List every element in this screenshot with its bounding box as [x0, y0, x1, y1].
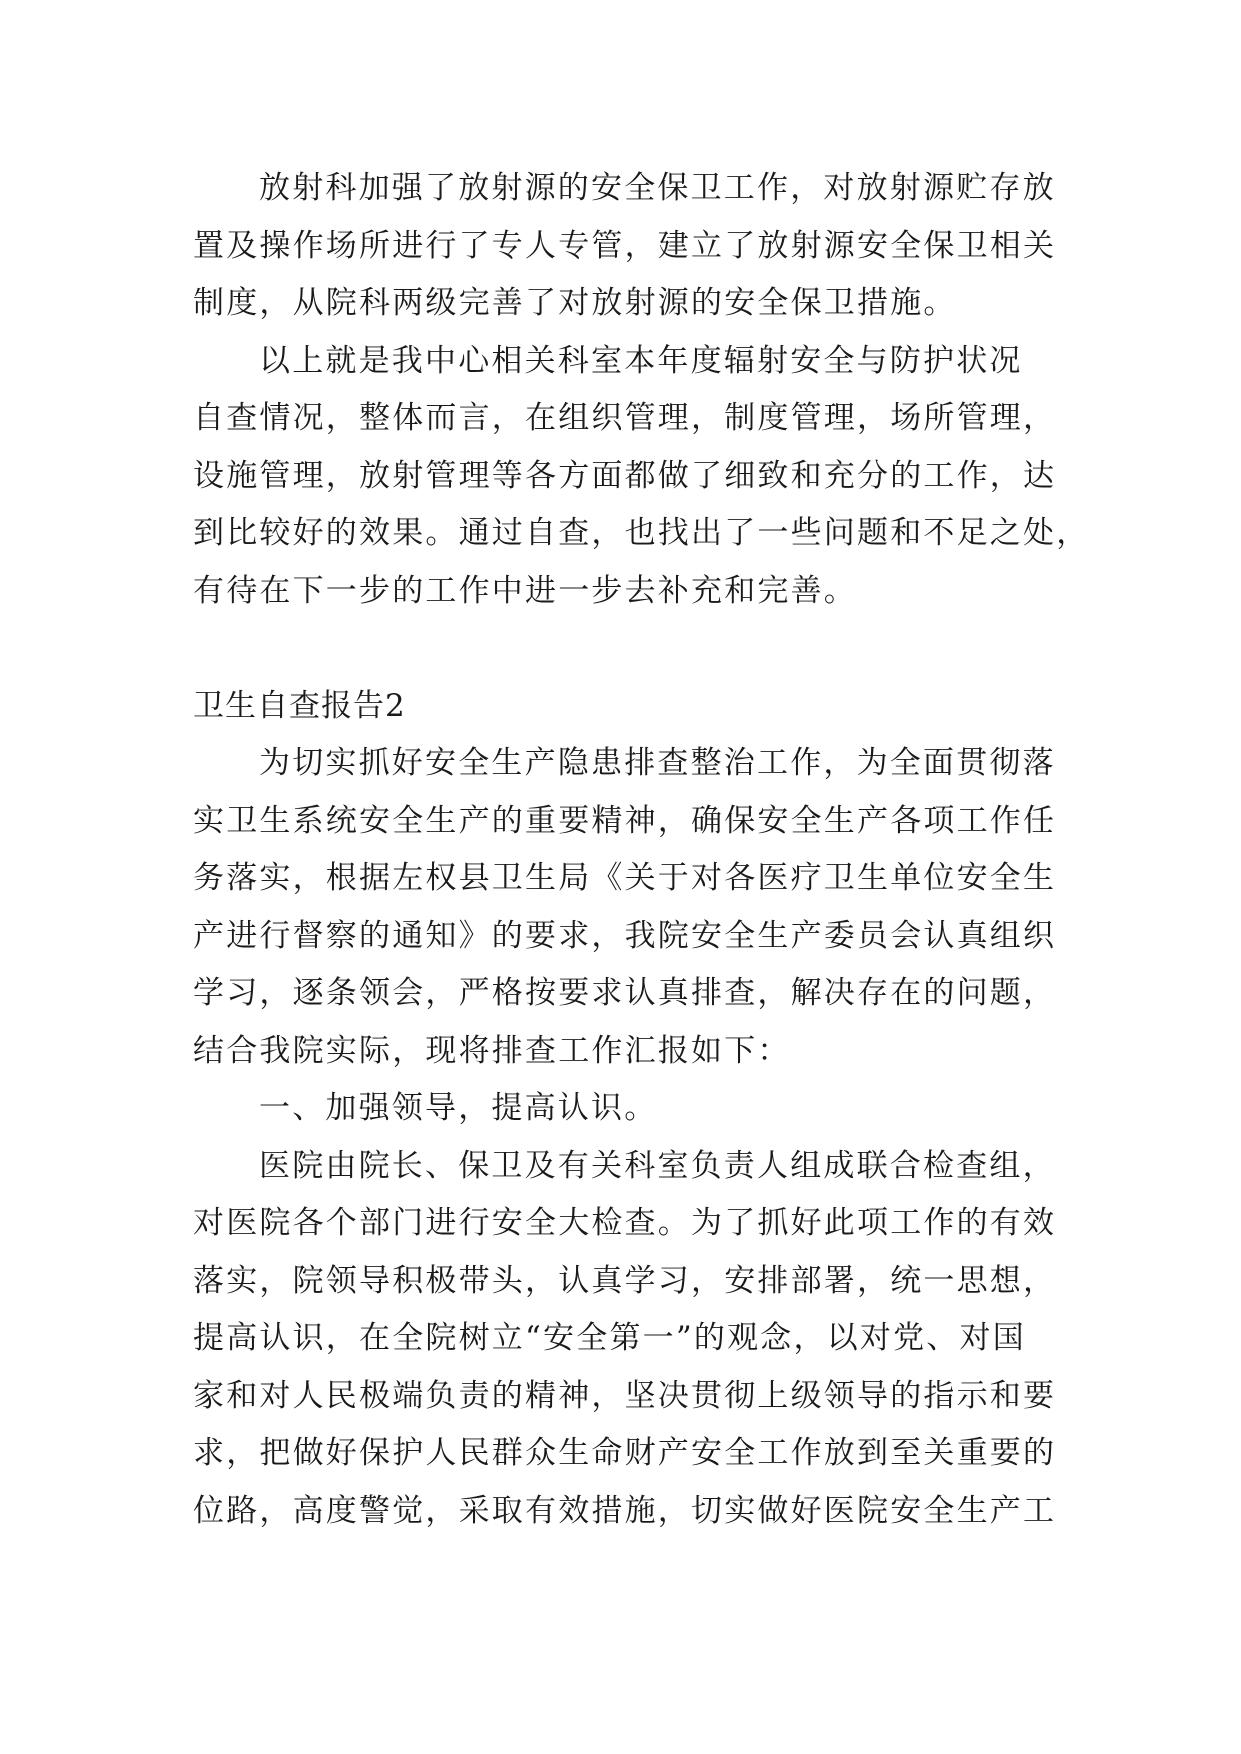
document-body	[193, 160, 1090, 1540]
paragraph-line: 医院由院长、保卫及有关科室负责人组成联合检查组，	[259, 1147, 1056, 1184]
paragraph-line: 制度，从院科两级完善了对放射源的安全保卫措施。	[193, 285, 957, 321]
paragraph-line: 对医院各个部门进行安全大检查。为了抓好此项工作的有效	[193, 1205, 1057, 1241]
paragraph-line: 放射科加强了放射源的安全保卫工作，对放射源贮存放	[259, 170, 1056, 206]
subheading-strengthen-leadership	[193, 1080, 1053, 1138]
paragraph-line: 置及操作场所进行了专人专管，建立了放射源安全保卫相关	[193, 227, 1057, 264]
paragraph-line: 产进行督察的通知》的要求，我院安全生产委员会认真组织	[193, 917, 1057, 954]
paragraph-line: 务落实，根据左权县卫生局《关于对各医疗卫生单位安全生	[193, 860, 1057, 896]
section-title: 卫生自查报告2	[193, 687, 406, 724]
paragraph-line: 到比较好的效果。通过自查，也找出了一些问题和不足之处，	[193, 515, 1090, 551]
paragraph-introduction	[193, 735, 1057, 1080]
paragraph-line: 结合我院实际，现将排查工作汇报如下：	[193, 1032, 791, 1069]
paragraph-line: 有待在下一步的工作中进一步去补充和完善。	[193, 572, 857, 609]
paragraph-line: 实卫生系统安全生产的重要精神，确保安全生产各项工作任	[193, 802, 1057, 839]
paragraph-line: 位路，高度警觉，采取有效措施，切实做好医院安全生产工	[193, 1492, 1057, 1529]
paragraph-line: 设施管理，放射管理等各方面都做了细致和充分的工作，达	[193, 457, 1057, 494]
paragraph-line: 为切实抓好安全生产隐患排查整治工作，为全面贯彻落	[259, 745, 1056, 781]
section-spacer	[193, 620, 1053, 678]
paragraph-joint-inspection	[193, 1138, 1057, 1541]
paragraph-line: 求，把做好保护人民群众生命财产安全工作放到至关重要的	[193, 1435, 1057, 1471]
subheading-line: 一、加强领导，提高认识。	[259, 1090, 658, 1126]
paragraph-line: 以上就是我中心相关科室本年度辐射安全与防护状况	[259, 342, 1023, 379]
paragraph-line: 落实，院领导积极带头，认真学习，安排部署，统一思想，	[193, 1262, 1057, 1299]
paragraph-radiation-source-security	[193, 160, 1057, 333]
paragraph-self-inspection-summary	[193, 333, 1090, 621]
paragraph-line: 提高认识，在全院树立“安全第一”的观念，以对党、对国	[193, 1320, 1026, 1356]
paragraph-line: 自查情况，整体而言，在组织管理，制度管理，场所管理，	[193, 400, 1057, 436]
paragraph-line: 家和对人民极端负责的精神，坚决贯彻上级领导的指示和要	[193, 1377, 1057, 1414]
paragraph-line: 学习，逐条领会，严格按要求认真排查，解决存在的问题，	[193, 975, 1057, 1011]
